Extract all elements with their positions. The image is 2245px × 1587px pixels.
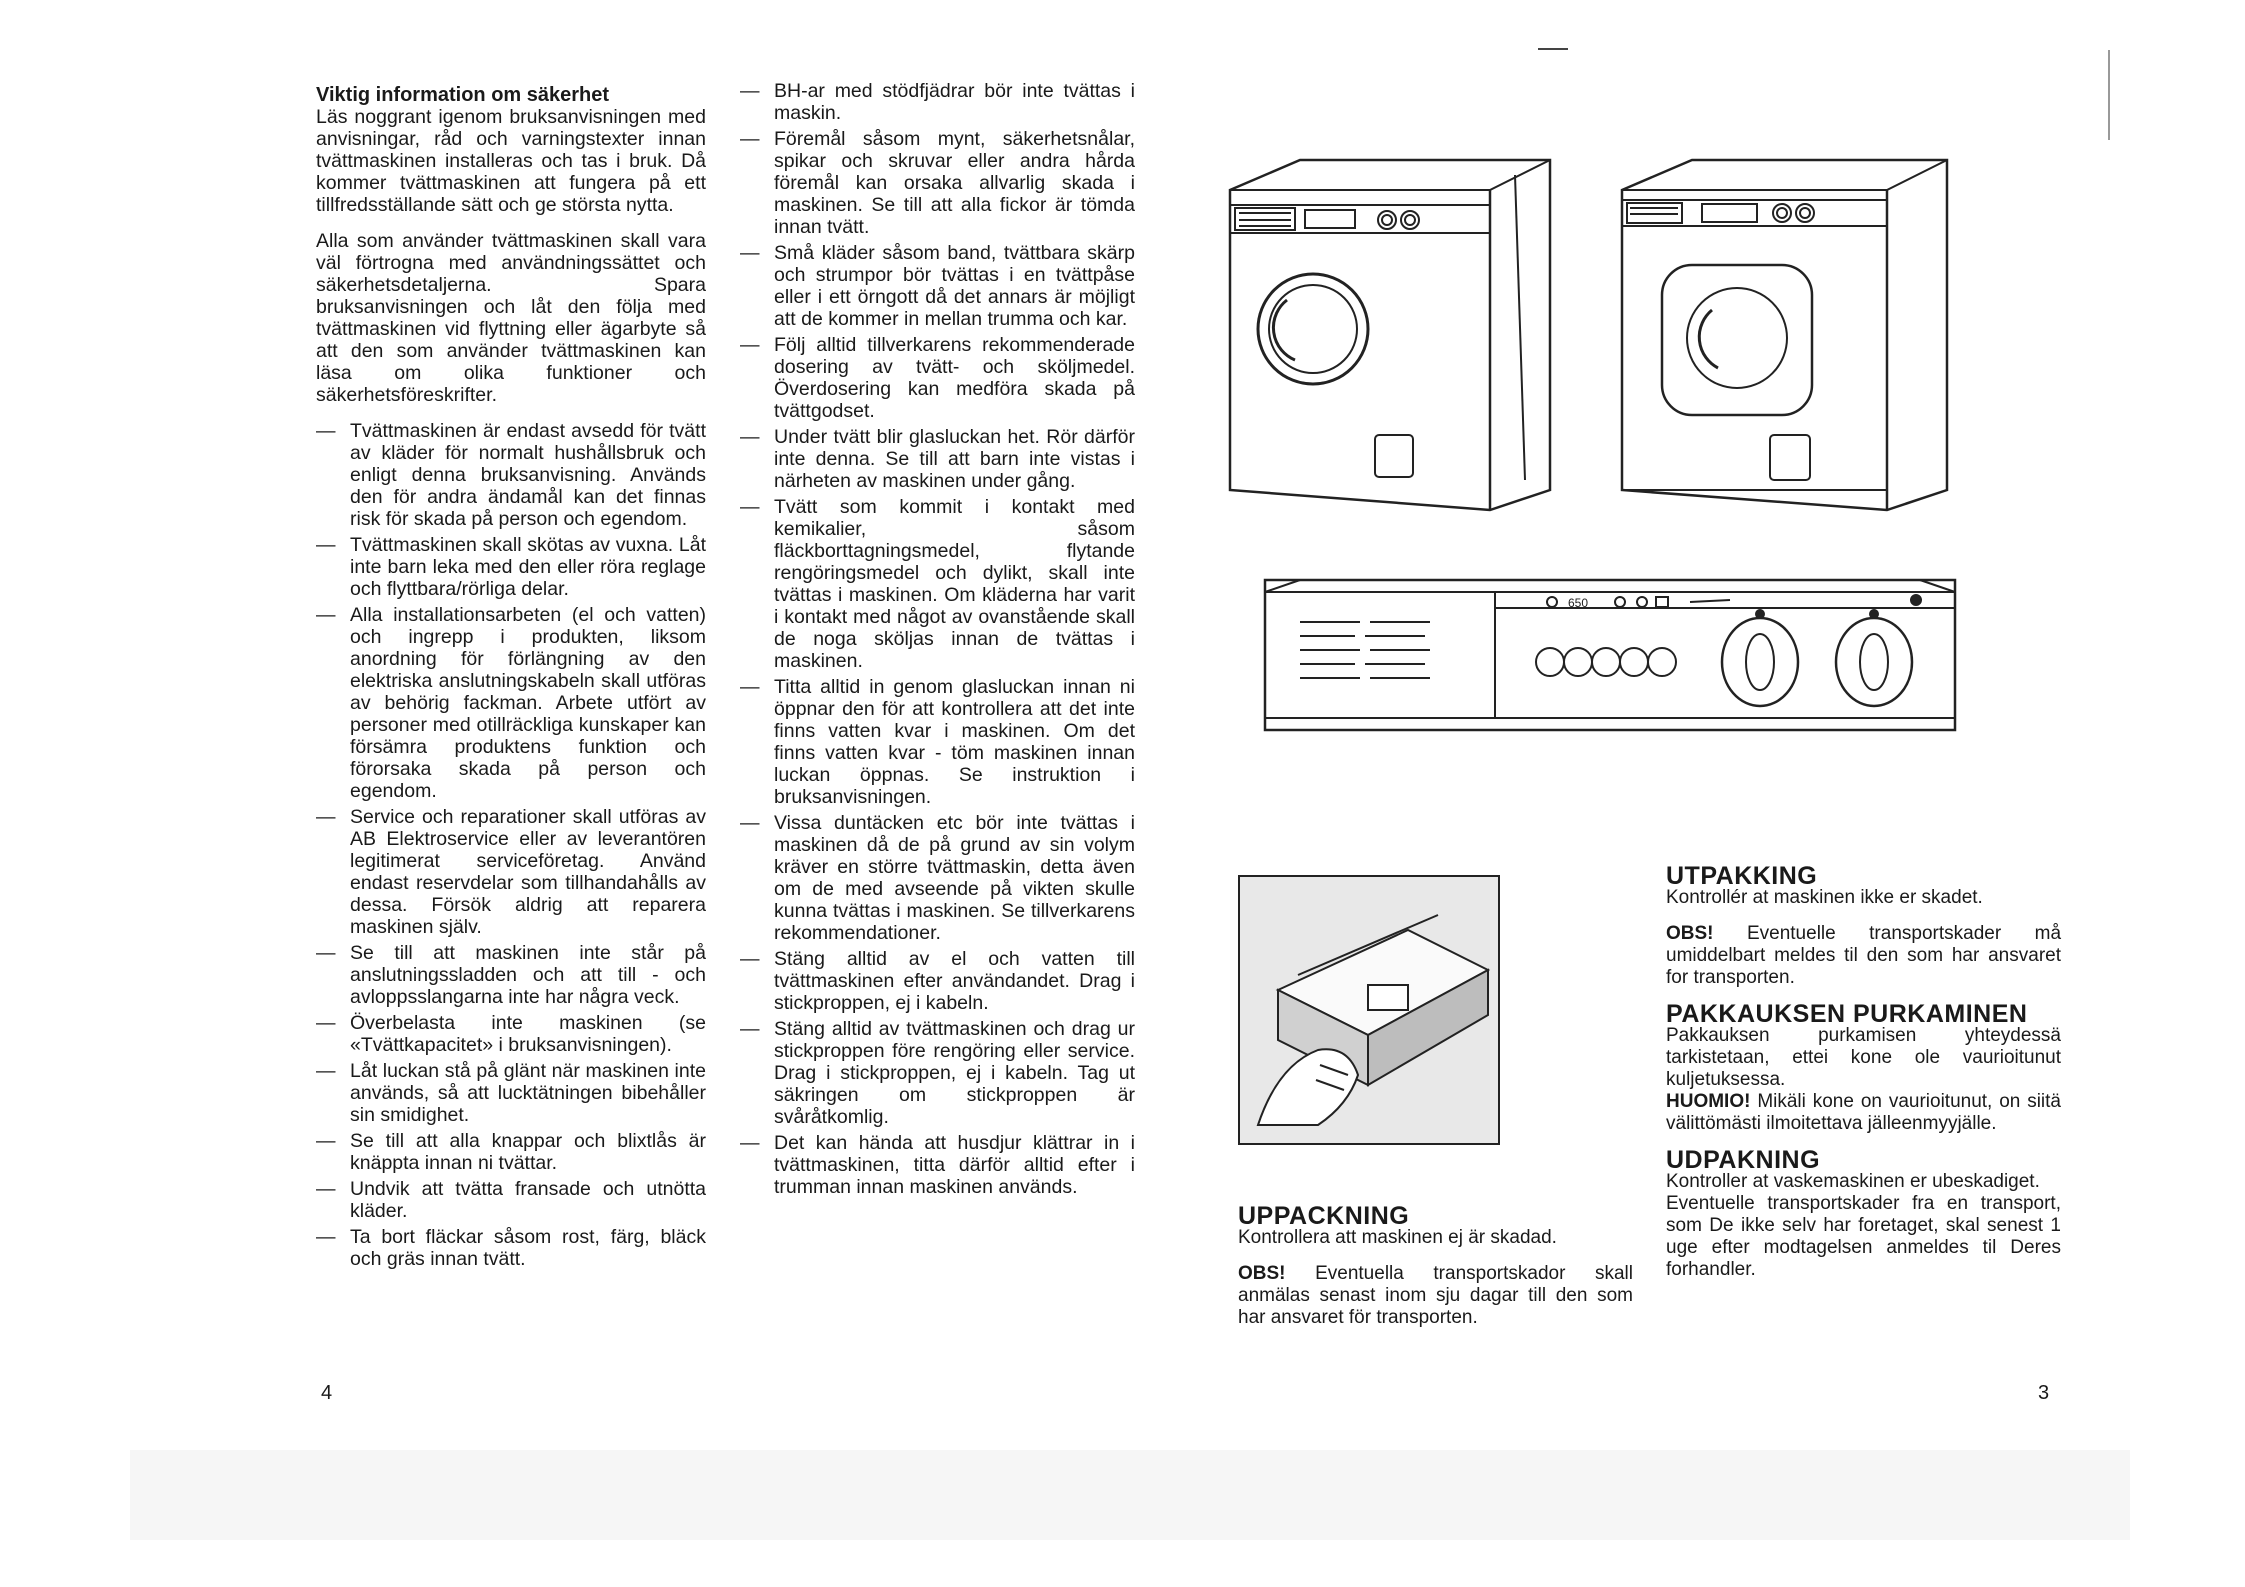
utpakking-text: Kontrollér at maskinen ikke er skadet. bbox=[1666, 887, 1983, 908]
list-item: — Se till att maskinen inte står på anslutningssladden och att till - och avloppsslangarna inte har några veck. bbox=[316, 942, 706, 1008]
safety-heading: Viktig information om säkerhet bbox=[316, 84, 610, 106]
page-number-left: 4 bbox=[321, 1382, 333, 1404]
pakkauksen-text: Pakkauksen purkamisen yhteydessä tarkistetaan, ettei kone ole vaurioitunut kuljetuksessa. bbox=[1666, 1025, 2061, 1090]
list-item: — Överbelasta inte maskinen (se «Tvättkapacitet» i bruksanvisningen). bbox=[316, 1012, 706, 1056]
uppackning-title: UPPACKNING bbox=[1238, 1202, 1410, 1230]
list-item: — Följ alltid tillverkarens rekommenderade dosering av tvätt- och sköljmedel. Överdosering kan medföra skada på tvättgodset. bbox=[740, 334, 1135, 422]
intro-paragraph: Läs noggrant igenom bruksanvisningen med anvisningar, råd och varningstexter innan tvättmaskinen installeras och tas i bruk. Då kommer tvättmaskinen att fungera på ett tillfredsställande sätt och ge största nytta. bbox=[316, 106, 706, 216]
scan-shadow bbox=[130, 1450, 2130, 1540]
obs-label: OBS! bbox=[1238, 1263, 1286, 1284]
list-item: — Titta alltid in genom glasluckan innan ni öppnar den för att kontrollera att det inte finns vatten kvar i maskinen. Om det finns vatten kvar - töm maskinen innan luckan öppnas. Se instruktion i bruksanvisningen. bbox=[740, 676, 1135, 808]
udpakning-text: Kontroller at vaskemaskinen er ubeskadiget. bbox=[1666, 1171, 2040, 1192]
list-item: — Tvättmaskinen är endast avsedd för tvätt av kläder för normalt hushållsbruk och enligt denna bruksanvisning. Används den för andra ändamål kan det finnas risk för skada på person och egendom. bbox=[316, 420, 706, 530]
list-item: — Föremål såsom mynt, säkerhetsnålar, spikar och skruvar eller andra hårda föremål kan orsaka allvarlig skada i maskinen. Se till att alla fickor är tömda innan tvätt. bbox=[740, 128, 1135, 238]
top-edge-mark bbox=[1538, 48, 1568, 50]
udpakning-text-2: Eventuelle transportskader fra en transport, som De ikke selv har foretaget, skal senest 1 uge efter modtagelsen anmeldes til Deres forhandler. bbox=[1666, 1193, 2061, 1280]
washing-machine-illustration-left bbox=[1225, 150, 1595, 520]
obs-text: Eventuella transportskador skall anmälas senast inom sju dagar till den som har ansvaret för transporten. bbox=[1238, 1263, 1634, 1328]
list-item: — BH-ar med stödfjädrar bör inte tvättas i maskin. bbox=[740, 80, 1135, 124]
pakkauksen-title: PAKKAUKSEN PURKAMINEN bbox=[1666, 1000, 2028, 1028]
obs-label: OBS! bbox=[1666, 923, 1714, 944]
list-item: — Undvik att tvätta fransade och utnötta kläder. bbox=[316, 1178, 706, 1222]
safety-list-continued bbox=[740, 80, 1135, 1198]
intro-paragraph-2: Alla som använder tvättmaskinen skall vara väl förtrogna med användningssättet och säkerhetsdetaljerna. Spara bruksanvisningen och låt den följa med tvättmaskinen vid flyttning eller ägarbyte så att den som använder tvättmaskinen kan läsa om olika funktioner och säkerhetsföreskrifter. bbox=[316, 230, 706, 406]
list-item: — Alla installationsarbeten (el och vatten) och ingrepp i produkten, liksom anordning för förlängning av den elektriska anslutningskabeln skall utföras av behörig fackman. Arbete utfört av personer med otillräckliga kunskaper kan försämra produktens funktion och förorsaka skada på person och egendom. bbox=[316, 604, 706, 802]
list-item: — Vissa duntäcken etc bör inte tvättas i maskinen då de på grund av sin volym kräver en större tvättmaskin, detta även om de med avseende på vikten skulle kunna tvättas i maskinen. Se tillverkarens rekommendationer. bbox=[740, 812, 1135, 944]
list-item: — Service och reparationer skall utföras av AB Elektroservice eller av leverantören legitimerat serviceföretag. Använd endast reservdelar som tillhandahålls av dessa. Försök aldrig att reparera maskinen själv. bbox=[316, 806, 706, 938]
list-item: — Tvätt som kommit i kontakt med kemikalier, såsom fläckborttagningsmedel, flytande rengöringsmedel och dylikt, skall inte tvättas i maskinen. Om kläderna har varit i kontakt med något av ovanstående skall de noga sköljas innan de tvättas i maskinen. bbox=[740, 496, 1135, 672]
control-panel-illustration bbox=[1260, 570, 1960, 740]
list-item: — Tvättmaskinen skall skötas av vuxna. Låt inte barn leka med den eller röra reglage och flyttbara/rörliga delar. bbox=[316, 534, 706, 600]
list-item: — Under tvätt blir glasluckan het. Rör därför inte denna. Se till att barn inte vistas i närheten av maskinen under gång. bbox=[740, 426, 1135, 492]
uppackning-text: Kontrollera att maskinen ej är skadad. bbox=[1238, 1227, 1557, 1248]
list-item: — Det kan hända att husdjur klättrar in i tvättmaskinen, titta därför alltid efter i trumman innan maskinen används. bbox=[740, 1132, 1135, 1198]
pakkauksen-huomio bbox=[1666, 1091, 2061, 1135]
spin-speed-display: 650 bbox=[1568, 596, 1589, 610]
list-item: — Ta bort fläckar såsom rost, färg, bläck och gräs innan tvätt. bbox=[316, 1226, 706, 1270]
huomio-label: HUOMIO! bbox=[1666, 1091, 1751, 1112]
utpakking-title: UTPAKKING bbox=[1666, 862, 1818, 890]
obs-text: Eventuelle transportskader må umiddelbart meldes til den som har ansvaret for transporten. bbox=[1666, 923, 2062, 988]
right-edge-mark bbox=[2108, 50, 2110, 140]
safety-list bbox=[316, 420, 706, 1270]
detergent-drawer-illustration bbox=[1238, 875, 1500, 1145]
utpakking-obs bbox=[1666, 923, 2061, 989]
washing-machine-illustration-right bbox=[1612, 150, 1992, 520]
utpakking-section bbox=[1666, 862, 2062, 1281]
list-item: — Se till att alla knappar och blixtlås är knäppta innan ni tvättar. bbox=[316, 1130, 706, 1174]
uppackning-obs bbox=[1238, 1263, 1633, 1329]
middle-column bbox=[740, 80, 1135, 1202]
list-item: — Låt luckan stå på glänt när maskinen inte används, så att lucktätningen bibehåller sin smidighet. bbox=[316, 1060, 706, 1126]
list-item: — Små kläder såsom band, tvättbara skärp och strumpor bör tvättas i en tvättpåse eller i ett örngott då det annars är möjligt att de kommer in mellan trumma och kar. bbox=[740, 242, 1135, 330]
list-item: — Stäng alltid av el och vatten till tvättmaskinen efter användandet. Drag i stickproppen, ej i kabeln. bbox=[740, 948, 1135, 1014]
list-item: — Stäng alltid av tvättmaskinen och drag ur stickproppen före rengöring eller service. Drag i stickproppen, ej i kabeln. Tag ut säkringen om stickproppen är svåråtkomlig. bbox=[740, 1018, 1135, 1128]
left-column bbox=[316, 84, 706, 1274]
huomio-text: Mikäli kone on vaurioitunut, on siitä välittömästi ilmoitettava jälleenmyyjälle. bbox=[1666, 1091, 2061, 1134]
udpakning-title: UDPAKNING bbox=[1666, 1146, 1821, 1174]
page-number-right: 3 bbox=[2038, 1382, 2050, 1404]
uppackning-section bbox=[1238, 1202, 1634, 1329]
